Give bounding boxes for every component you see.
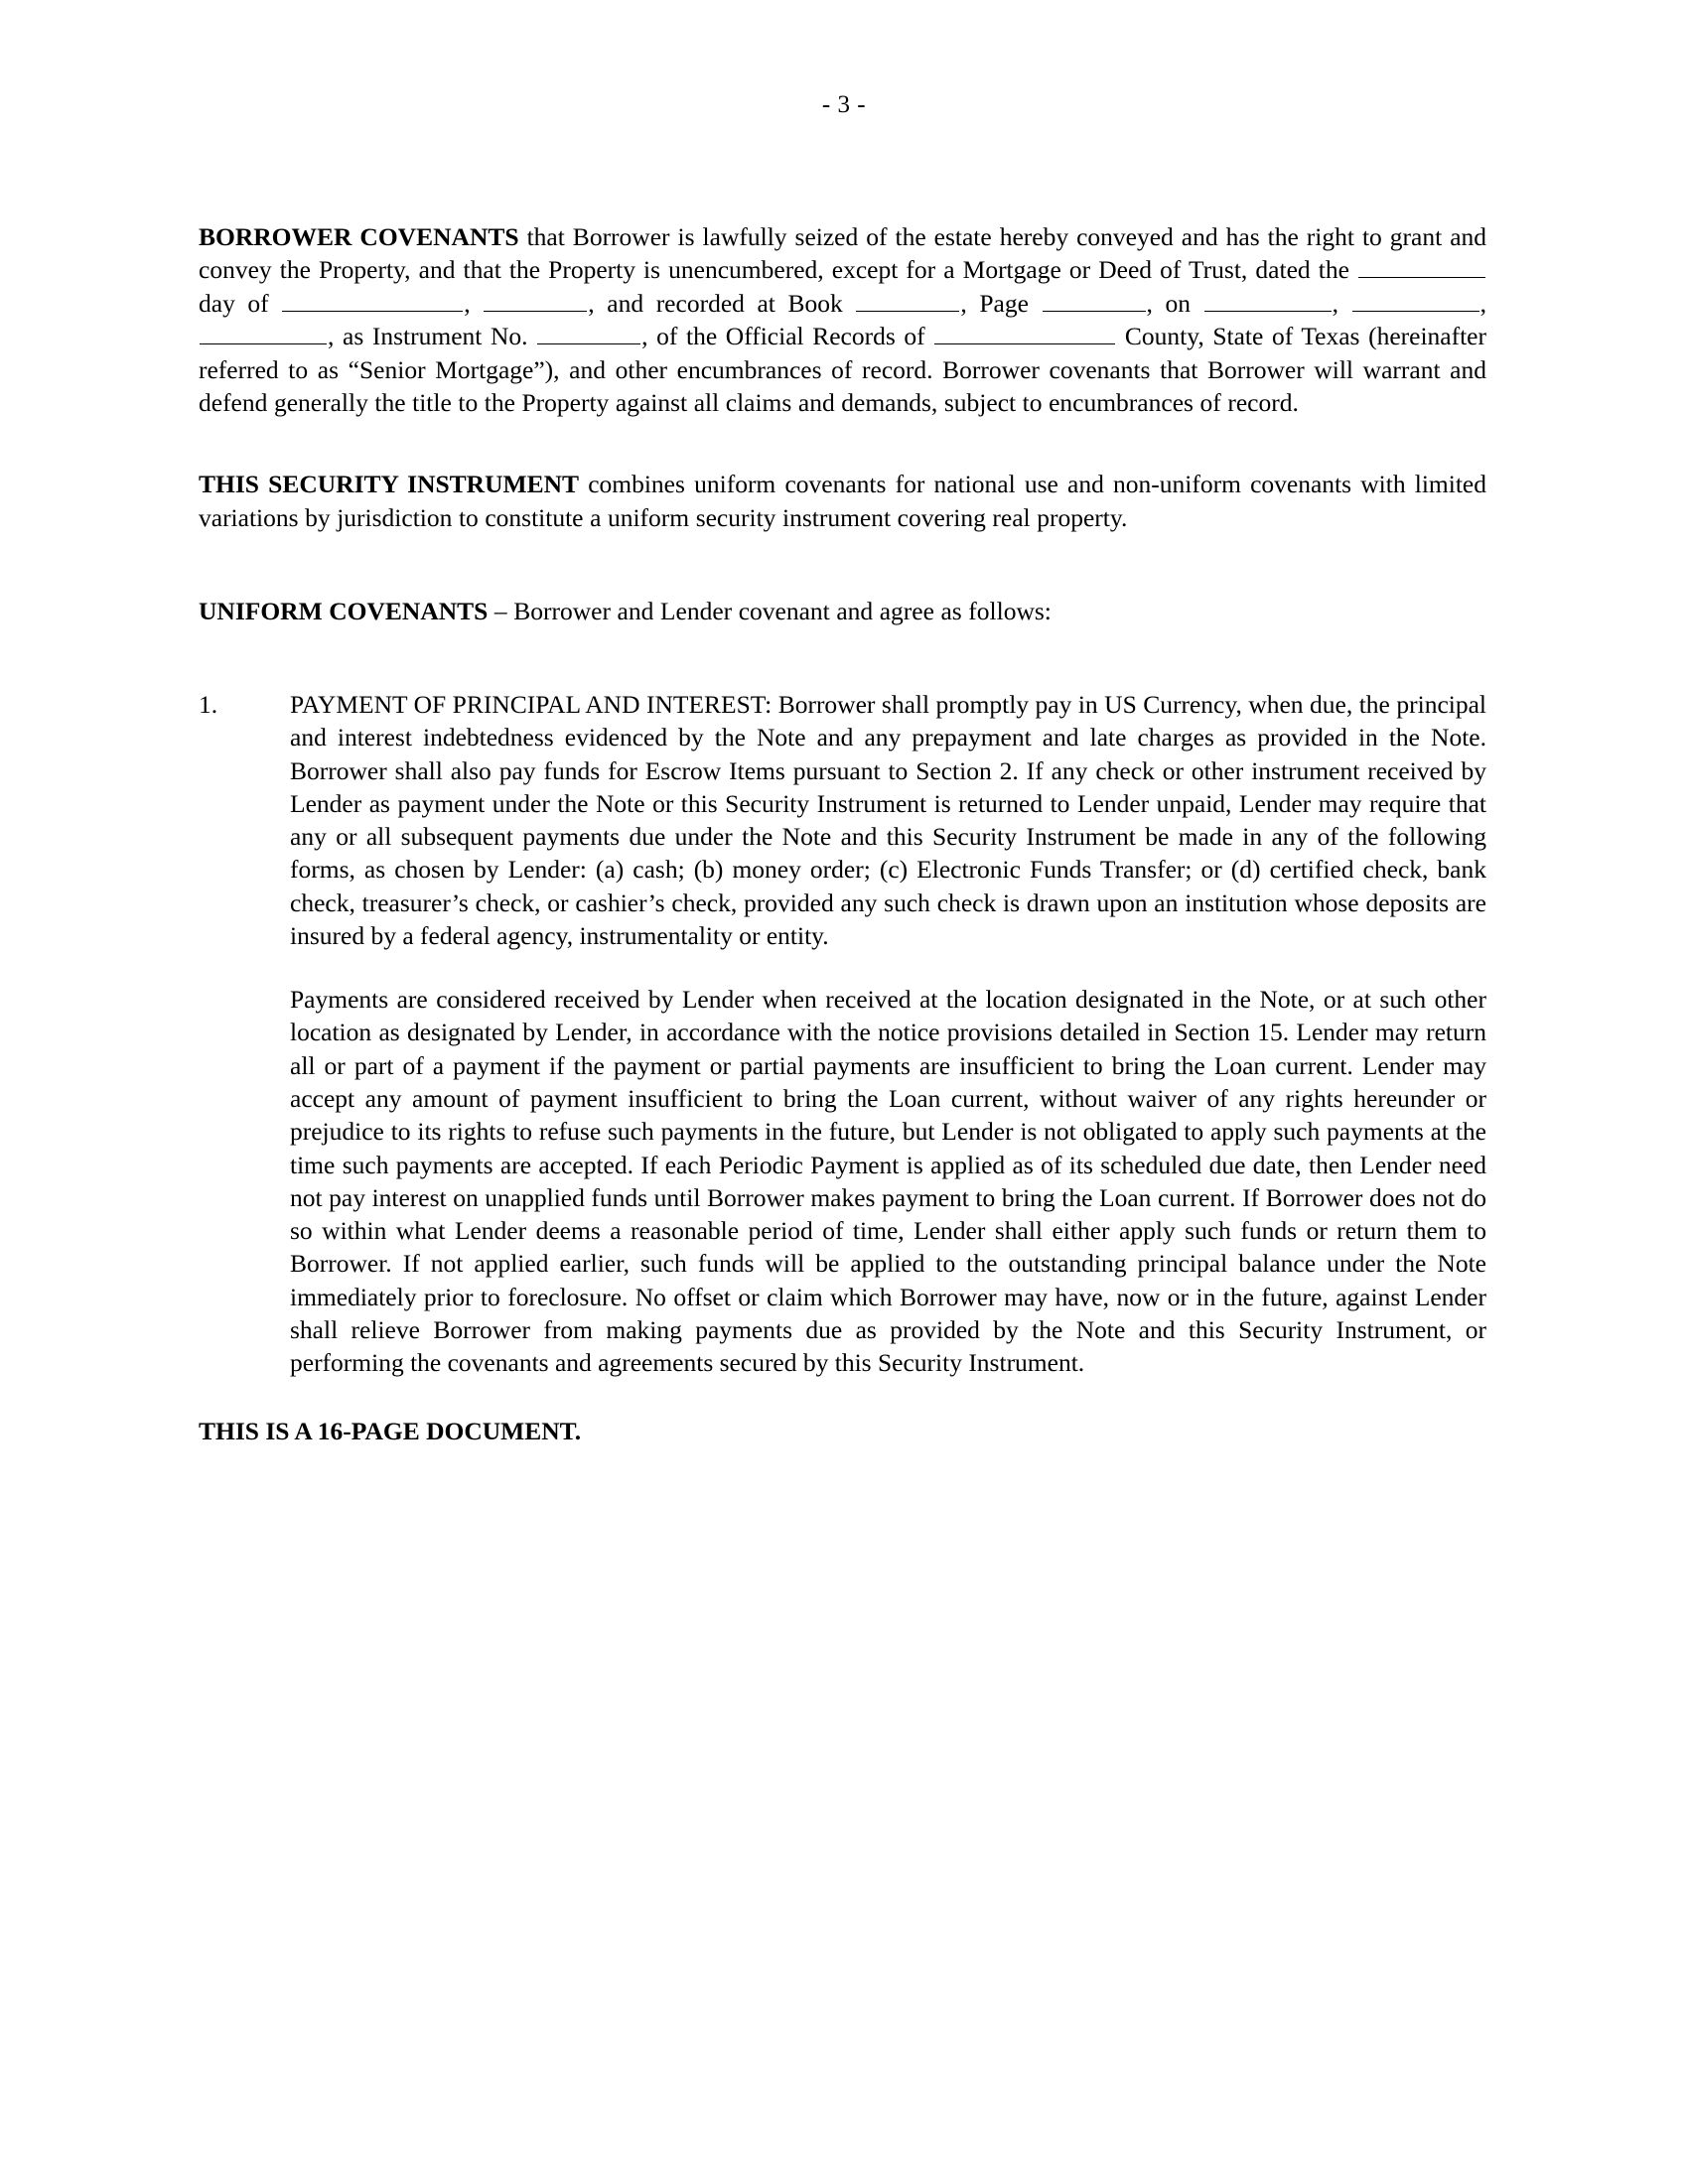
borrower-covenants-text-5: , Page — [960, 288, 1042, 318]
spacer — [199, 565, 1486, 595]
paragraph-uniform-covenants — [199, 595, 1486, 627]
clause-1-number: 1. — [199, 690, 218, 720]
borrower-covenants-text-9: , as Instrument No. — [328, 322, 537, 351]
borrower-covenants-text-11: County, State of Texas (hereinafter referred to as “Senior Mortgage”), and other encumbrances of record. Borrower covenants that Borrower will warrant and defend generally the title to the Property against all claims and demands, subject to encumbrances of record. — [199, 322, 1486, 417]
borrower-covenants-text-6: , on — [1146, 288, 1203, 318]
clause-1 — [199, 688, 1486, 1379]
page-count-note: THIS IS A 16-PAGE DOCUMENT. — [199, 1417, 582, 1446]
clause-1-paragraph-2: Payments are considered received by Lender when received at the location designated in the Note, or at such other location as designated by Lender, in accordance with the notice provisions detailed in Section 15. Lender may return all or part of a payment if the payment or partial payments are insufficient to bring the Loan current. Lender may accept any amount of payment insufficient to bring the Loan current, without waiver of any rights hereunder or prejudice to its rights to refuse such payments in the future, but Lender is not obligated to apply such payments at the time such payments are accepted. If each Periodic Payment is applied as of its scheduled due date, then Lender need not pay interest on unapplied funds until Borrower makes payment to bring the Loan current. If Borrower does not do so within what Lender deems a reasonable period of time, Lender shall either apply such funds or return them to Borrower. If not applied earlier, such funds will be applied to the outstanding principal balance under the Note immediately prior to foreclosure. No offset or claim which Borrower may have, now or in the future, against Lender shall relieve Borrower from making payments due as provided by the Note and this Security Instrument, or performing the covenants and agreements secured by this Security Instrument. — [290, 985, 1486, 1378]
clause-1-paragraph-1-text: Borrower shall promptly pay in US Currency, when due, the principal and interest indebtedness evidenced by the Note and any prepayment and late charges as provided in the Note. Borrower shall also pay funds for Escrow Items pursuant to Section 2. If any check or other instrument received by Lender as payment under the Note or this Security Instrument is returned to Lender unpaid, Lender may require that any or all subsequent payments due under the Note and this Security Instrument be made in any of the following forms, as chosen by Lender: (a) cash; (b) money order; (c) Electronic Funds Transfer; or (d) certified check, bank check, treasurer’s check, or cashier’s check, provided any such check is drawn upon an institution whose deposits are insured by a federal agency, instrumentality or entity. — [290, 690, 1486, 950]
borrower-covenants-text-1: that Borrower is lawfully seized of the estate hereby conveyed and has the right to grant and convey the Property, and that the Property is unencumbered, except for a Mortgage or Deed of Trust, dated the — [199, 222, 1487, 285]
paragraph-borrower-covenants — [199, 220, 1486, 419]
security-instrument-text: combines uniform covenants for national use and non-uniform covenants with limited variations by jurisdiction to constitute a uniform security instrument covering real property. — [199, 470, 1486, 532]
borrower-covenants-text-4: , and recorded at Book — [588, 288, 856, 318]
borrower-covenants-text-3: , — [464, 288, 484, 318]
borrower-covenants-text-8: , — [1479, 288, 1487, 318]
borrower-covenants-lead: BORROWER COVENANTS — [199, 222, 519, 251]
borrower-covenants-text-2: day of — [199, 288, 282, 318]
blank-field-day[interactable] — [1358, 253, 1485, 278]
blank-field-county[interactable] — [934, 320, 1115, 344]
clause-1-paragraph-1 — [290, 688, 1486, 952]
blank-field-on-2[interactable] — [1352, 287, 1479, 312]
blank-field-instrument-no[interactable] — [537, 320, 640, 344]
borrower-covenants-text-7: , — [1332, 288, 1351, 318]
spacer — [199, 450, 1486, 468]
clause-1-body — [290, 688, 1486, 1379]
page-number: - 3 - — [821, 91, 867, 118]
blank-field-month[interactable] — [282, 287, 463, 312]
paragraph-security-instrument — [199, 468, 1486, 534]
blank-field-year[interactable] — [484, 287, 587, 312]
uniform-covenants-lead: UNIFORM COVENANTS — [199, 596, 489, 625]
blank-field-page[interactable] — [1043, 287, 1146, 312]
clause-1-heading: PAYMENT OF PRINCIPAL AND INTEREST: — [290, 690, 773, 720]
spacer — [199, 658, 1486, 688]
document-body — [199, 220, 1486, 1448]
blank-field-on-3[interactable] — [200, 320, 327, 344]
blank-field-book[interactable] — [856, 287, 959, 312]
blank-field-on-1[interactable] — [1204, 287, 1332, 312]
borrower-covenants-text-10: , of the Official Records of — [641, 322, 934, 351]
uniform-covenants-text: – Borrower and Lender covenant and agree as follows: — [488, 596, 1052, 625]
security-instrument-lead: THIS SECURITY INSTRUMENT — [199, 470, 580, 499]
